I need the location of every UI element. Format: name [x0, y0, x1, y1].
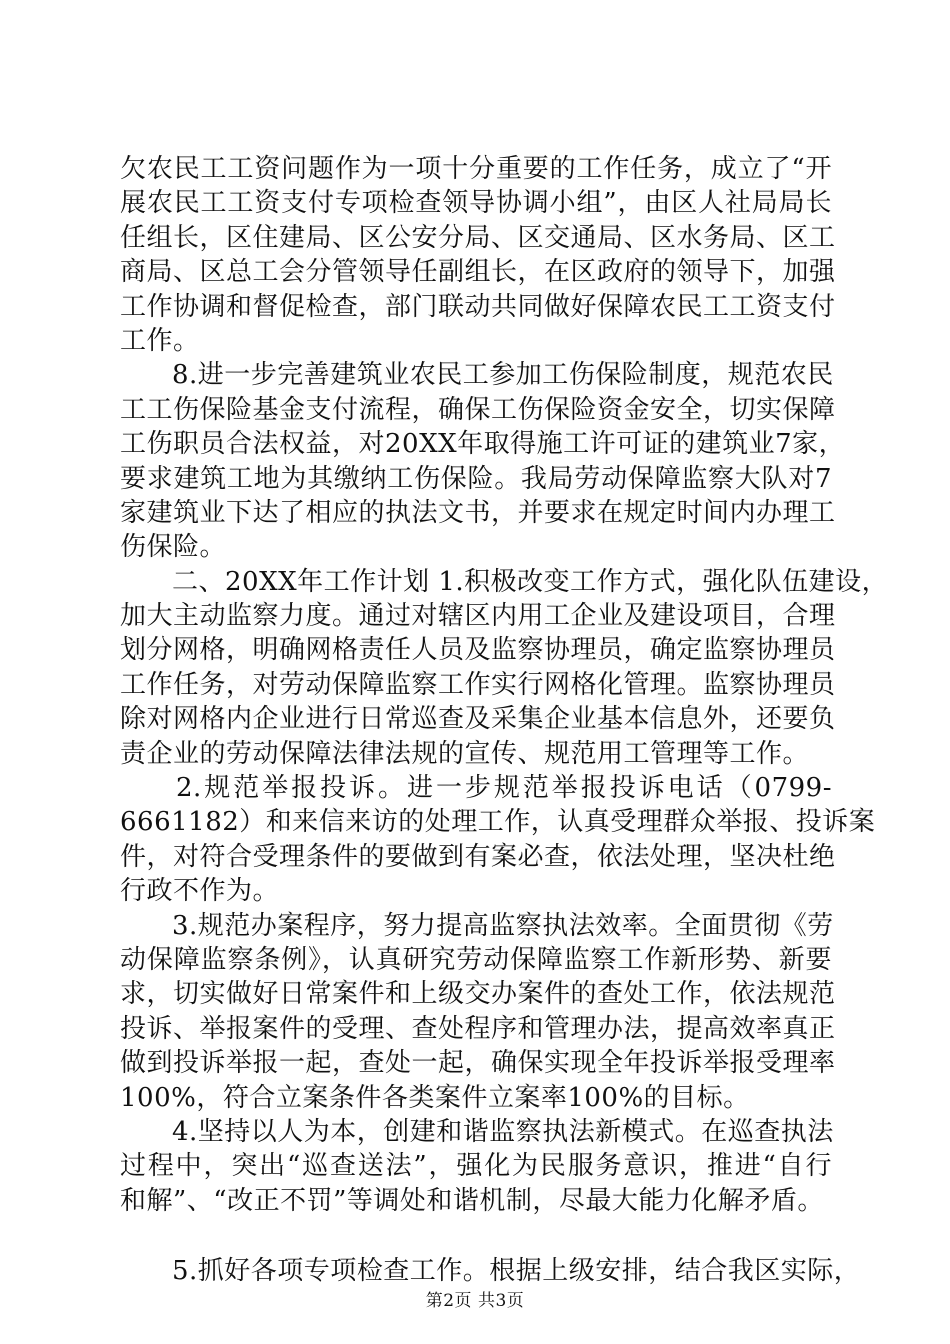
text-line: 求，切实做好日常案件和上级交办案件的查处工作，依法规范	[120, 979, 836, 1010]
text-line: 家建筑业下达了相应的执法文书，并要求在规定时间内办理工	[120, 497, 836, 528]
text-line: 做到投诉举报一起，查处一起，确保实现全年投诉举报受理率	[120, 1048, 836, 1079]
paragraph	[120, 152, 836, 358]
text-line: 二、20XX年工作计划 1.积极改变工作方式，强化队伍建设，	[172, 566, 889, 597]
text-line: 和解”、“改正不罚”等调处和谐机制，尽最大能力化解矛盾。	[120, 1185, 824, 1216]
text-line: 要求建筑工地为其缴纳工伤保险。我局劳动保障监察大队对7	[120, 463, 832, 494]
text-line: 动保障监察条例》，认真研究劳动保障监察工作新形势、新要	[120, 944, 832, 975]
text-line: 伤保险。	[120, 532, 227, 563]
paragraph-gap	[120, 1218, 832, 1254]
paragraph	[120, 358, 846, 564]
text-line: 工伤职员合法权益，对20XX年取得施工许可证的建筑业7家，	[120, 429, 846, 460]
paragraph	[120, 771, 876, 909]
text-line: 任组长，区住建局、区公安分局、区交通局、区水务局、区工	[120, 222, 836, 253]
text-line: 4.坚持以人为本，创建和谐监察执法新模式。在巡查执法	[172, 1116, 834, 1147]
text-line: 除对网格内企业进行日常巡查及采集企业基本信息外，还要负	[120, 704, 836, 735]
text-line: 过程中，突出“巡查送法”，强化为民服务意识，推进“自行	[120, 1151, 832, 1182]
text-line: 欠农民工工资问题作为一项十分重要的工作任务，成立了“开	[120, 154, 832, 184]
text-line: 8.进一步完善建筑业农民工参加工伤保险制度，规范农民	[172, 360, 834, 391]
paragraph	[120, 1115, 832, 1218]
text-line: 行政不作为。	[120, 876, 280, 907]
text-line: 加大主动监察力度。通过对辖区内用工企业及建设项目，合理	[120, 601, 836, 632]
paragraph	[120, 909, 836, 1115]
page-footer: 第2页 共3页	[425, 1291, 525, 1311]
text-line: 工作任务，对劳动保障监察工作实行网格化管理。监察协理员	[120, 669, 836, 700]
text-line: 投诉、举报案件的受理、查处程序和管理办法，提高效率真正	[120, 1013, 836, 1044]
text-line: 展农民工工资支付专项检查领导协调小组”，由区人社局局长	[120, 188, 832, 219]
text-line: 责企业的劳动保障法律法规的宣传、规范用工管理等工作。	[120, 738, 810, 769]
text-line: 5.抓好各项专项检查工作。根据上级安排，结合我区实际，	[172, 1256, 861, 1287]
text-line: 3.规范办案程序，努力提高监察执法效率。全面贯彻《劳	[172, 910, 834, 941]
text-line: 件，对符合受理条件的要做到有案必查，依法处理，坚决杜绝	[120, 841, 836, 872]
paragraph	[120, 565, 889, 771]
text-line: 工作。	[120, 325, 200, 356]
document-body	[120, 152, 889, 1289]
text-line: 工作协调和督促检查，部门联动共同做好保障农民工工资支付	[120, 291, 836, 322]
text-line: 工工伤保险基金支付流程，确保工伤保险资金安全，切实保障	[120, 394, 836, 425]
paragraph	[120, 1254, 861, 1288]
text-line: 划分网格，明确网格责任人员及监察协理员，确定监察协理员	[120, 635, 836, 666]
text-line: 100%，符合立案条件各类案件立案率100%的目标。	[120, 1082, 750, 1113]
text-line: 6661182）和来信来访的处理工作，认真受理群众举报、投诉案	[120, 807, 876, 838]
text-line: 商局、区总工会分管领导任副组长，在区政府的领导下，加强	[120, 257, 836, 288]
text-line: 2.规范举报投诉。进一步规范举报投诉电话（0799-	[176, 773, 832, 804]
